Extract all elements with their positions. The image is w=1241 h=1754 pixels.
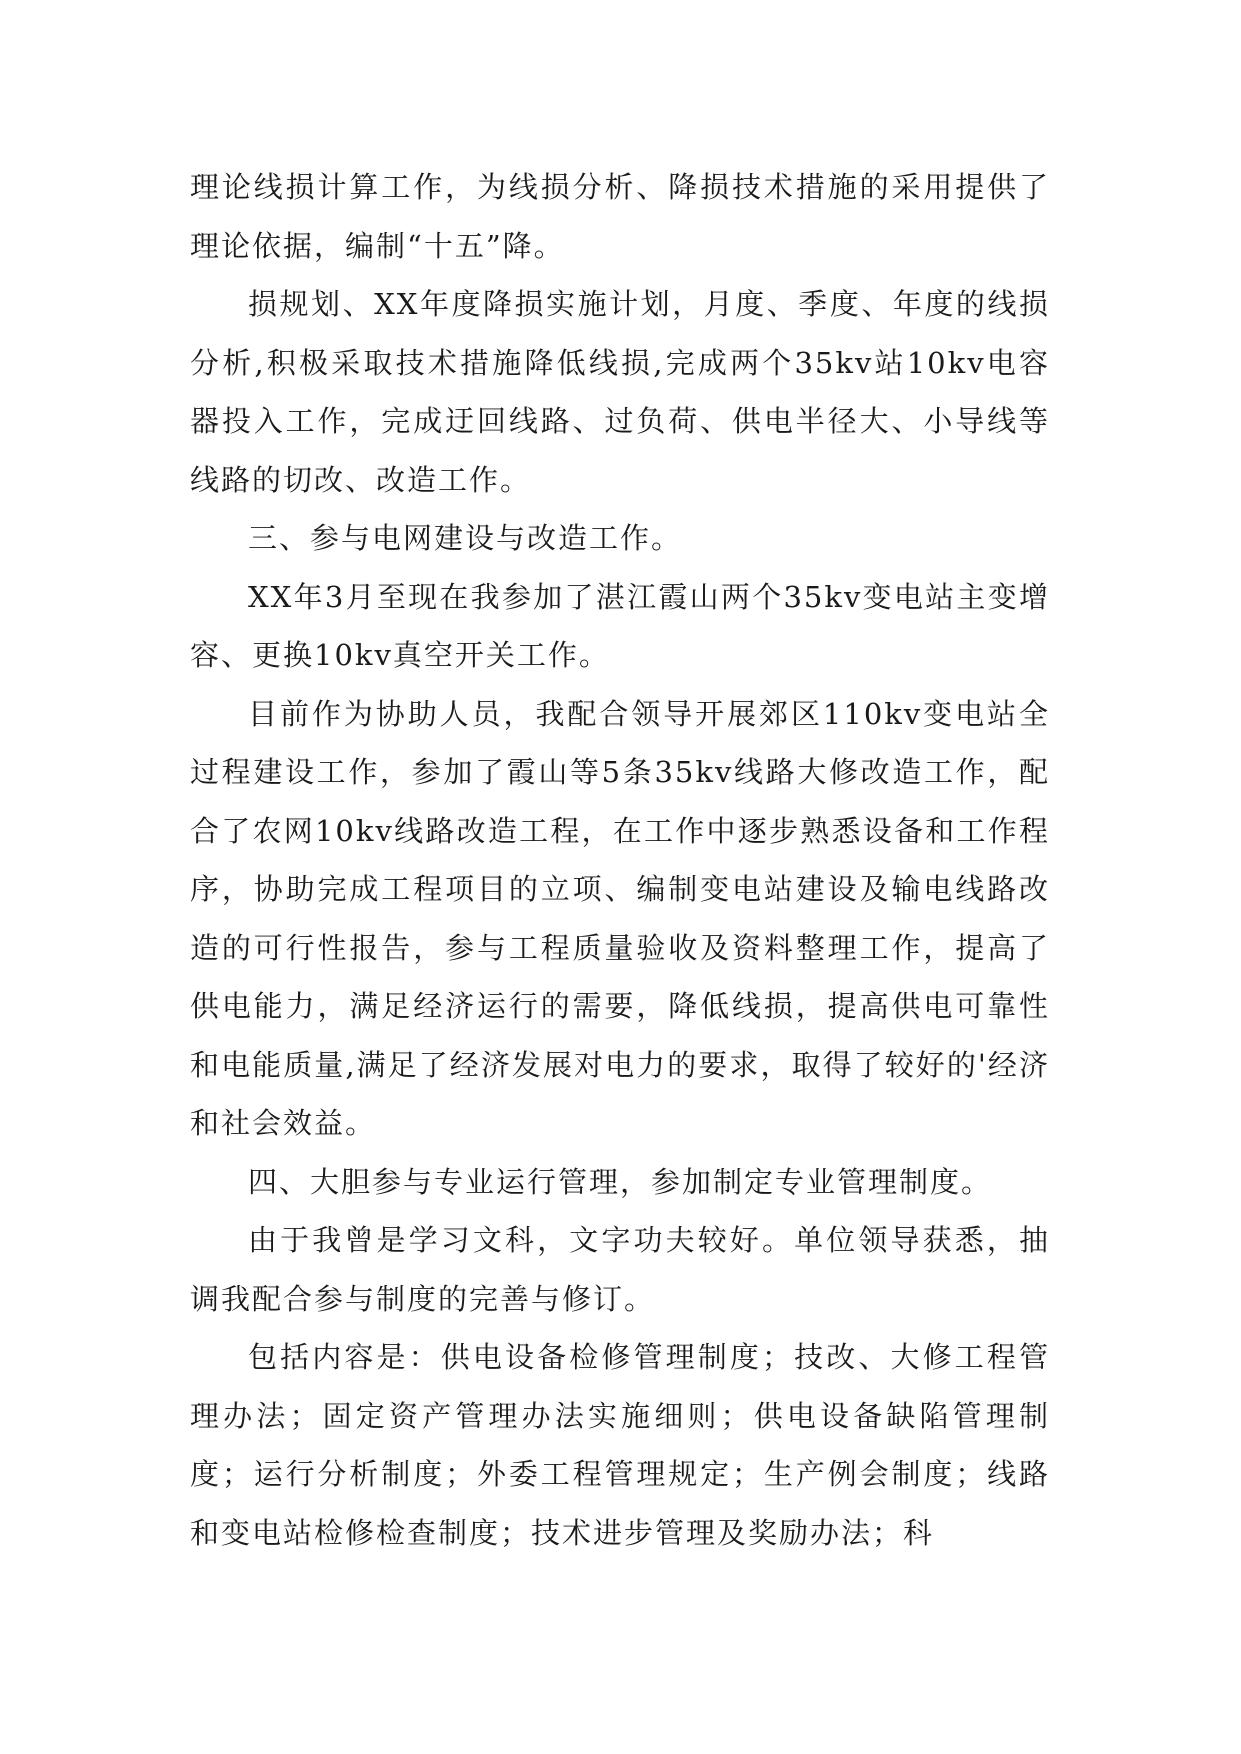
paragraph-5: 目前作为协助人员，我配合领导开展郊区110kv变电站全过程建设工作，参加了霞山等5条35kv线路大修改造工作，配合了农网10kv线路改造工程，在工作中逐步熟悉设备和工作程序，协助完成工程项目的立项、编制变电站建设及输电线路改造的可行性报告，参与工程质量验收及资料整理工作，提高了供电能力，满足经济运行的需要，降低线损，提高供电可靠性和电能质量,满足了经济发展对电力的要求，取得了较好的'经济和社会效益。 bbox=[190, 696, 1050, 1140]
paragraph-8: 包括内容是：供电设备检修管理制度；技改、大修工程管理办法；固定资产管理办法实施细则；供电设备缺陷管理制度；运行分析制度；外委工程管理规定；生产例会制度；线路和变电站检修检查制度；技术进步管理及奖励办法；科 bbox=[190, 1340, 1050, 1550]
paragraph-4: XX年3月至现在我参加了湛江霞山两个35kv变电站主变增容、更换10kv真空开关工作。 bbox=[190, 579, 1050, 672]
section-heading-3: 三、参与电网建设与改造工作。 bbox=[248, 521, 683, 555]
paragraph-7: 由于我曾是学习文科，文字功夫较好。单位领导获悉，抽调我配合参与制度的完善与修订。 bbox=[190, 1223, 1050, 1316]
paragraph-1: 理论线损计算工作，为线损分析、降损技术措施的采用提供了理论依据，编制“十五”降。 bbox=[190, 170, 1050, 263]
document-body bbox=[190, 158, 1050, 1562]
section-heading-4: 四、大胆参与专业运行管理，参加制定专业管理制度。 bbox=[248, 1164, 993, 1199]
paragraph-2: 损规划、XX年度降损实施计划，月度、季度、年度的线损分析,积极采取技术措施降低线损,完成两个35kv站10kv电容器投入工作，完成迂回线路、过负荷、供电半径大、小导线等线路的切改、改造工作。 bbox=[190, 287, 1050, 497]
